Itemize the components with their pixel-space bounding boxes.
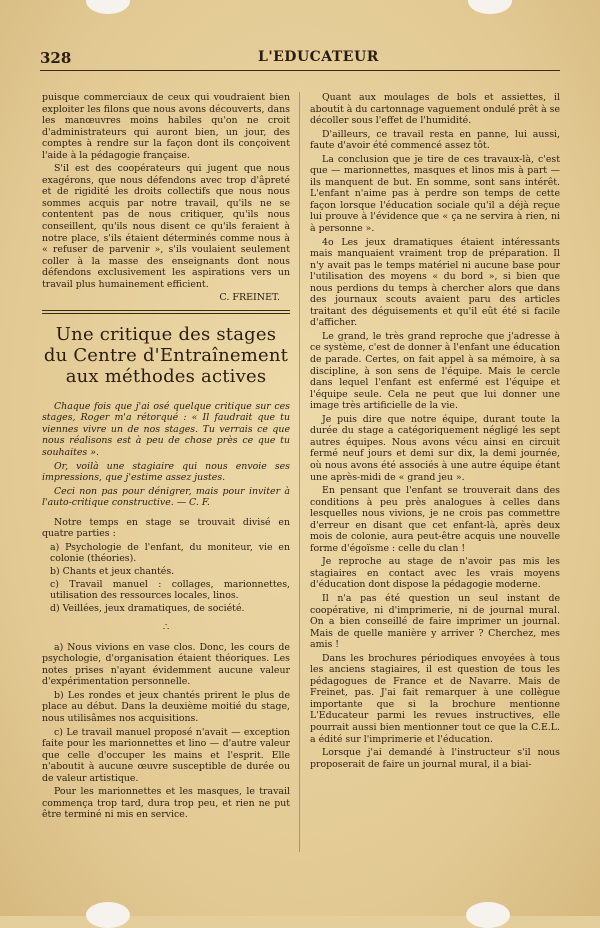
- left-column: [42, 92, 290, 823]
- section-separator: ∴: [162, 622, 170, 634]
- page-number: 328: [40, 49, 72, 67]
- intro-paragraph: Or, voilà une stagiaire qui nous envoie ses impressions, que j'estime assez justes.: [42, 460, 290, 484]
- paragraph: Pour les marionnettes et les masques, le travail commença trop tard, dura trop peu, et rien ne put être terminé ni mis en service.: [42, 786, 290, 821]
- paragraph: Lorsque j'ai demandé à l'instructeur s'il nous proposerait de faire un journal mural, il a biai-: [310, 747, 560, 770]
- list-item: a) Psychologie de l'enfant, du moniteur, vie en colonie (théories).: [50, 541, 290, 565]
- paragraph: a) Nous vivions en vase clos. Donc, les cours de psychologie, d'organisation étaient théoriques. Les notes prises n'ayant évidemment aucune valeur d'expérimentation personnelle.: [42, 641, 290, 688]
- paragraph: La conclusion que je tire de ces travaux-là, c'est que — marionnettes, masques et linos mis à part — ils manquent de but. En somme, sont sans intérêt. L'enfant n'aime pas à perdre son temps de cette façon lorsque l'éducation sociale qu'il a déjà reçue lui prouve à l'évidence que « ça ne servira à rien, ni à personne ».: [310, 153, 560, 235]
- paragraph: c) Le travail manuel proposé n'avait — exception faite pour les marionnettes et lino — d'autre valeur que celle d'occuper les mains et l'esprit. Elle n'aboutit à aucune œuvre susceptible de durée ou de valeur artistique.: [42, 726, 290, 784]
- right-column: [310, 92, 560, 772]
- paragraph: Notre temps en stage se trouvait divisé en quatre parties :: [42, 516, 290, 540]
- section-rule: [42, 313, 290, 314]
- paragraph: puisque commerciaux de ceux qui voudraient bien exploiter les filons que nous avons découverts, dans les manœuvres moins habiles qu'on ne croit d'administrateurs qui auront bien, un jour, des comptes à rendre sur la façon dont ils conçoivent l'aide à la pédagogie française.: [42, 92, 290, 161]
- section-rule: [42, 310, 290, 311]
- column-divider: [299, 92, 300, 852]
- paragraph: Dans les brochures périodiques envoyées à tous les anciens stagiaires, il est question de tous les pédagogues de France et de Navarre. Mais de Freinet, pas. J'ai fait remarquer à une collègue importante que si la brochure mentionne L'Educateur parmi les revues instructives, elle pourrait aussi bien mentionner tout ce que la C.E.L. a édité sur l'imprimerie et l'éducation.: [310, 652, 560, 745]
- list-item: c) Travail manuel : collages, marionnettes, utilisation des ressources locales, linos.: [50, 578, 290, 602]
- previous-article-ending: [42, 92, 290, 304]
- paragraph: Le grand, le très grand reproche que j'adresse à ce système, c'est de donner à l'enfant une éducation de parade. Certes, on fait appel à sa mémoire, à sa discipline, à son sens de l'équipe. Mais le cercle dans lequel l'enfant est enfermé est l'équipe et l'équipe seule. Cela ne peut que lui donner une image très artificielle de la vie.: [310, 330, 560, 412]
- paragraph: D'ailleurs, ce travail resta en panne, lui aussi, faute d'avoir été commencé assez tôt.: [310, 128, 560, 152]
- paragraph: Je puis dire que notre équipe, durant toute la durée du stage a catégoriquement négligé les sept autres équipes. Nous avons vécu ainsi en circuit fermé neuf jours et demi sur dix, la demi journée, où nous avons été associés à une autre équipe étant une après-midi de « grand jeu ».: [310, 413, 560, 483]
- paragraph: Il n'a pas été question un seul instant de coopérative, ni d'imprimerie, ni de journal mural. On a bien conseillé de faire imprimer un journal. Mais de quelle manière y arriver ? Cherchez, mes amis !: [310, 592, 560, 651]
- paragraph: 4o Les jeux dramatiques étaient intéressants mais manquaient vraiment trop de préparation. Il n'y avait pas le temps matériel ni aucune base pour l'utilisation des moyens « du bord », si bien que nous perdions du temps à chercher alors que dans des journaux scouts avaient paru des articles traitant des déguisements et qu'il eût été si facile d'afficher.: [310, 236, 560, 329]
- list: [42, 542, 290, 614]
- paragraph: Quant aux moulages de bols et assiettes, il aboutit à du cartonnage vaguement ondulé prêt à se décoller sous l'effet de l'humidité.: [310, 92, 560, 127]
- list-item: d) Veillées, jeux dramatiques, de société.: [50, 602, 245, 614]
- paragraph: b) Les rondes et jeux chantés prirent le plus de place au début. Dans la deuxième moitié du stage, nous utilisâmes nos acquisitions.: [42, 689, 290, 724]
- punch-hole-bottom-right: [466, 902, 510, 928]
- punch-hole-bottom-left: [86, 902, 130, 928]
- paragraph: En pensant que l'enfant se trouverait dans des conditions à peu près analogues à celles dans lesquelles nous vivions, je ne crois pas commettre d'erreur en disant que cet enfant-là, après deux mois de colonie, aura peut-être acquis une nouvelle forme d'égoïsme : celle du clan !: [310, 485, 560, 554]
- title-line: Une critique des stages: [55, 323, 277, 345]
- title-line: du Centre d'Entraînement: [43, 344, 289, 366]
- title-line: aux méthodes actives: [65, 365, 267, 387]
- article-title: [42, 324, 290, 387]
- paragraph: S'il est des coopérateurs qui jugent que nous exagérons, que nous défendons avec trop d'âpreté et de rigidité les droits collectifs que nous nous sommes acquis par notre travail, qu'ils ne se contentent pas de nous critiquer, qu'ils nous conseillent, qu'ils nous disent ce qu'ils feraient à notre place, s'ils étaient déterminés comme nous à « refuser de parvenir », s'ils voulaient seulement coller à la masse des enseignants dont nous défendons exclusivement les aspirations vers un travail plus humainement efficient.: [42, 163, 290, 290]
- page-header: [40, 46, 560, 71]
- journal-title: L'EDUCATEUR: [258, 49, 379, 65]
- list-item: b) Chants et jeux chantés.: [50, 565, 175, 577]
- intro-paragraph: Chaque fois que j'ai osé quelque critique sur ces stages, Roger m'a rétorqué : « Il faudrait que tu viennes vivre un de nos stages. Tu verrais ce que nous réalisons est à peu de chose près ce que tu souhaites ».: [42, 400, 290, 459]
- paragraph: Je reproche au stage de n'avoir pas mis les stagiaires en contact avec les vrais moyens d'éducation dont dispose la pédagogie moderne.: [310, 556, 560, 591]
- intro-paragraph: Ceci non pas pour dénigrer, mais pour inviter à l'auto-critique constructive. — C. F.: [42, 485, 290, 509]
- article-intro: [42, 401, 290, 509]
- signature: C. FREINET.: [219, 292, 280, 304]
